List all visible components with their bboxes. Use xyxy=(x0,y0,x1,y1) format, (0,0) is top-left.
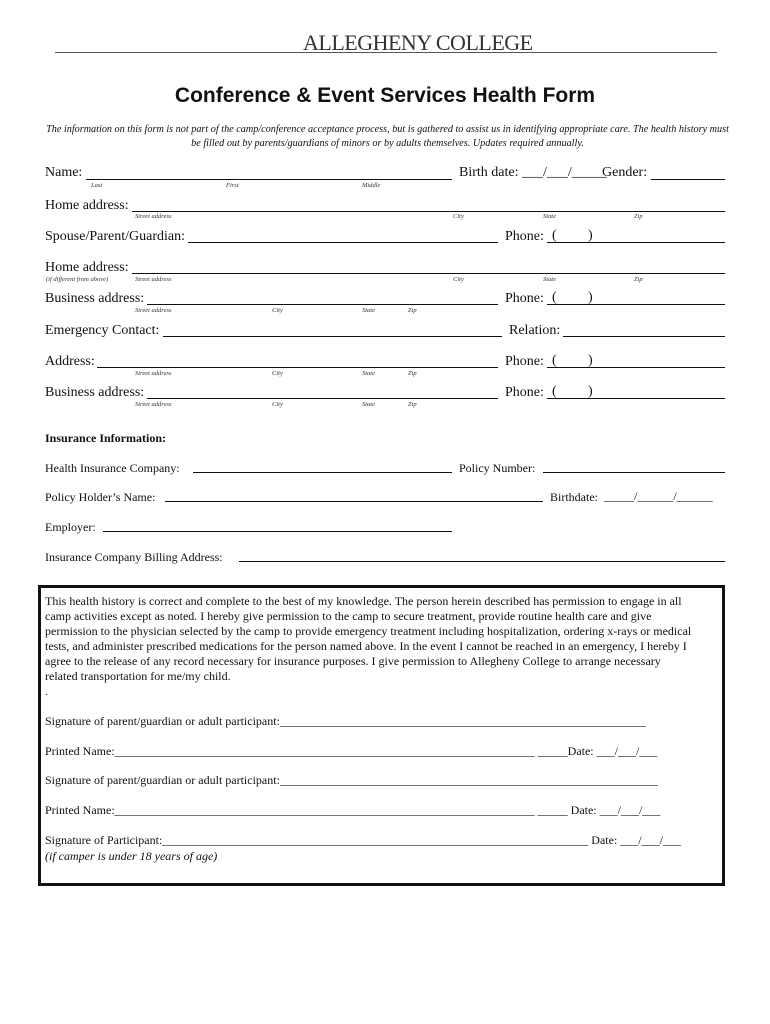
sub-zip: Zip xyxy=(408,307,417,314)
sub-zip: Zip xyxy=(634,213,643,220)
sub-city: City xyxy=(272,307,283,314)
gender-label: Gender: xyxy=(602,165,648,180)
sub-street: Street address xyxy=(135,370,172,377)
consent-statement xyxy=(45,594,725,699)
guardian-signature-2[interactable]: Signature of parent/guardian or adult participant:_______________________________________________________________ xyxy=(45,773,658,787)
sub-city: City xyxy=(272,370,283,377)
relation-field[interactable] xyxy=(563,336,725,337)
consent-line: permission to the physician selected by the camp to provide emergency treatment including hospitalization, ordering x-rays or medical xyxy=(45,624,692,638)
phone-paren-open: ( xyxy=(552,290,557,305)
form-title: Conference & Event Services Health Form xyxy=(174,84,596,107)
emergency-address-label: Address: xyxy=(45,354,95,369)
phone-paren-close: ) xyxy=(588,228,593,243)
gender-field[interactable] xyxy=(651,179,725,180)
phone-paren-close: ) xyxy=(588,290,593,305)
sub-state: State xyxy=(543,213,556,220)
insurance-heading: Insurance Information: xyxy=(45,431,167,445)
emergency-address-field[interactable] xyxy=(97,367,498,368)
phone-label: Phone: xyxy=(505,291,544,306)
sub-street: Street address xyxy=(135,401,172,408)
guardian-label: Spouse/Parent/Guardian: xyxy=(45,229,185,244)
phone-paren-open: ( xyxy=(552,353,557,368)
home-address-field[interactable] xyxy=(132,211,725,212)
sub-city: City xyxy=(272,401,283,408)
billing-address-label: Insurance Company Billing Address: xyxy=(45,550,223,564)
intro-text: The information on this form is not part of the camp/conference acceptance process, but is gathered to assist us in identifying appropriate care. The health history must be filled out by parents/guardians of minors or by adults themselves. Updates required annually. xyxy=(46,124,729,149)
guardian-signature-1[interactable]: Signature of parent/guardian or adult participant:_____________________________________________________________ xyxy=(45,714,646,728)
printed-name-1[interactable]: Printed Name:______________________________________________________________________ _____Date: ___/___/___ xyxy=(45,744,658,758)
emergency-business-address-field[interactable] xyxy=(147,398,498,399)
guardian-phone-field[interactable] xyxy=(547,242,725,243)
policy-holder-label: Policy Holder’s Name: xyxy=(45,490,156,504)
insurance-company-field[interactable] xyxy=(193,472,452,473)
consent-line: related transportation for me/my child. xyxy=(45,669,231,683)
sub-zip: Zip xyxy=(634,276,643,283)
sub-city: City xyxy=(453,213,464,220)
consent-line: This health history is correct and complete to the best of my knowledge. The person herein described has permission to engage in all xyxy=(45,594,682,608)
emergency-phone-field[interactable] xyxy=(547,367,725,368)
name-label: Name: xyxy=(45,165,83,180)
emergency-contact-field[interactable] xyxy=(163,336,502,337)
holder-birthdate-label: Birthdate: xyxy=(550,490,598,504)
sub-zip: Zip xyxy=(408,401,417,408)
policy-number-label: Policy Number: xyxy=(459,461,536,475)
guardian-home-address-field[interactable] xyxy=(132,273,725,274)
guardian-business-address-field[interactable] xyxy=(147,304,498,305)
sub-street: Street address xyxy=(135,213,172,220)
participant-note: (if camper is under 18 years of age) xyxy=(45,849,218,863)
sub-last: Last xyxy=(91,182,103,189)
sub-first: First xyxy=(226,182,239,189)
college-logo: ALLEGHENY COLLEGE xyxy=(303,30,533,55)
relation-label: Relation: xyxy=(509,323,561,338)
sub-state: State xyxy=(362,370,375,377)
name-field[interactable] xyxy=(86,179,452,180)
insurance-company-label: Health Insurance Company: xyxy=(45,461,180,475)
sub-street: Street address xyxy=(135,307,172,314)
sub-street: Street address xyxy=(135,276,172,283)
emergency-contact-label: Emergency Contact: xyxy=(45,323,160,338)
home-address-label: Home address: xyxy=(45,198,129,213)
employer-field[interactable] xyxy=(103,531,452,532)
emergency-business-address-label: Business address: xyxy=(45,385,145,400)
billing-address-field[interactable] xyxy=(239,561,725,562)
consent-line: tests, and administer prescribed medications for the person named above. In the event I cannot be reached in an emergency, I hereby I xyxy=(45,639,687,653)
sub-middle: Middle xyxy=(362,182,381,189)
holder-birthdate-field[interactable]: _____/______/______ xyxy=(604,489,713,503)
emergency-business-phone-field[interactable] xyxy=(547,398,725,399)
phone-label: Phone: xyxy=(505,354,544,369)
employer-label: Employer: xyxy=(45,520,96,534)
consent-line: camp activities except as noted. I hereby give permission to the camp to secure treatment, provide routine health care and give xyxy=(45,609,652,623)
sub-state: State xyxy=(543,276,556,283)
printed-name-2[interactable]: Printed Name:______________________________________________________________________ _____ Date: ___/___/___ xyxy=(45,803,661,817)
consent-line: agree to the release of any record necessary for insurance purposes. I give permission to Allegheny College to arrange necessary xyxy=(45,654,661,668)
sub-if-different: (if different from above) xyxy=(46,276,109,283)
policy-number-field[interactable] xyxy=(543,472,725,473)
guardian-business-address-label: Business address: xyxy=(45,291,145,306)
phone-paren-open: ( xyxy=(552,384,557,399)
sub-state: State xyxy=(362,401,375,408)
policy-holder-field[interactable] xyxy=(165,501,543,502)
phone-label: Phone: xyxy=(505,229,544,244)
header-rule xyxy=(55,52,717,53)
sub-zip: Zip xyxy=(408,370,417,377)
birth-date-label[interactable]: Birth date: ___/___/_____ xyxy=(459,165,607,180)
consent-line: . xyxy=(45,684,48,698)
guardian-home-address-label: Home address: xyxy=(45,260,129,275)
sub-city: City xyxy=(453,276,464,283)
participant-signature[interactable]: Signature of Participant:_______________________________________________________________________ Date: ___/___/___ xyxy=(45,833,681,847)
phone-paren-close: ) xyxy=(588,384,593,399)
sub-state: State xyxy=(362,307,375,314)
phone-paren-open: ( xyxy=(552,228,557,243)
phone-label: Phone: xyxy=(505,385,544,400)
guardian-field[interactable] xyxy=(188,242,498,243)
phone-paren-close: ) xyxy=(588,353,593,368)
guardian-business-phone-field[interactable] xyxy=(547,304,725,305)
